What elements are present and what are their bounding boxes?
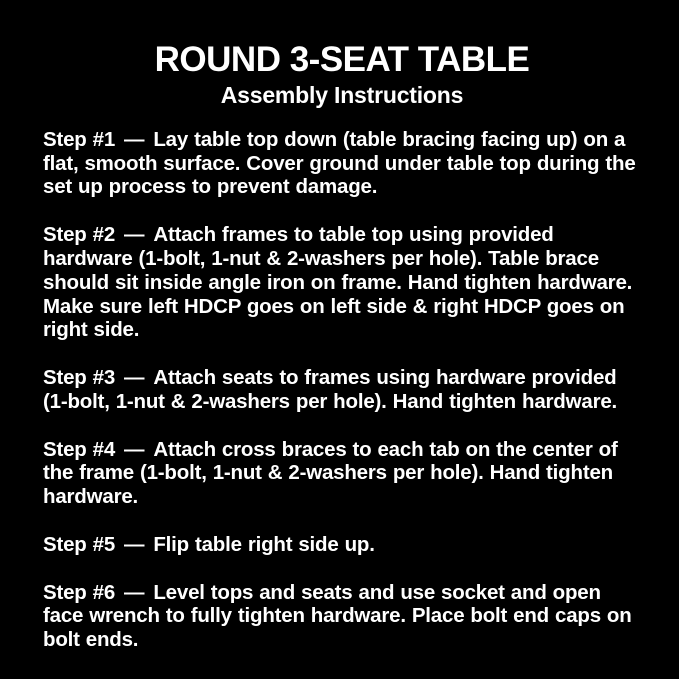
step-dash-separator: — — [124, 366, 145, 390]
step-paragraph — [43, 533, 641, 557]
step-text: Attach cross braces to each tab on the center of the frame (1-bolt, 1-nut & 2-washers per hole). Hand tighten hardware. — [43, 437, 618, 509]
page-title: ROUND 3-SEAT TABLE — [154, 40, 530, 79]
step-dash-separator: — — [124, 437, 145, 461]
step-dash-separator: — — [124, 580, 145, 604]
step-text: Flip table right side up. — [153, 532, 375, 556]
step-paragraph — [43, 366, 641, 414]
step-dash-separator: — — [124, 127, 145, 151]
step-paragraph — [43, 581, 641, 652]
step-paragraph — [43, 438, 641, 509]
step-label: Step #6 — [43, 580, 116, 604]
step-text: Level tops and seats and use socket and open face wrench to fully tighten hardware. Place bolt end caps on bolt ends. — [43, 580, 632, 652]
step-label: Step #1 — [43, 127, 116, 151]
step-text: Lay table top down (table bracing facing up) on a flat, smooth surface. Cover ground under table top during the set up process to prevent damage. — [43, 127, 636, 199]
page-subtitle: Assembly Instructions — [220, 81, 464, 108]
step-label: Step #5 — [43, 532, 116, 556]
step-text: Attach frames to table top using provided hardware (1-bolt, 1-nut & 2-washers per hole). Table brace should sit inside angle iron on frame. Hand tighten hardware. Make sure left HDCP goes on left side & right HDCP goes on right side. — [43, 223, 633, 342]
step-dash-separator: — — [124, 223, 145, 247]
step-text: Attach seats to frames using hardware provided (1-bolt, 1-nut & 2-washers per hole). Hand tighten hardware. — [43, 366, 618, 413]
step-label: Step #4 — [43, 437, 116, 461]
step-paragraph — [43, 223, 641, 342]
step-label: Step #2 — [43, 223, 116, 247]
step-label: Step #3 — [43, 366, 116, 390]
step-paragraph — [43, 128, 641, 199]
step-dash-separator: — — [124, 532, 145, 556]
steps-list — [43, 128, 641, 652]
